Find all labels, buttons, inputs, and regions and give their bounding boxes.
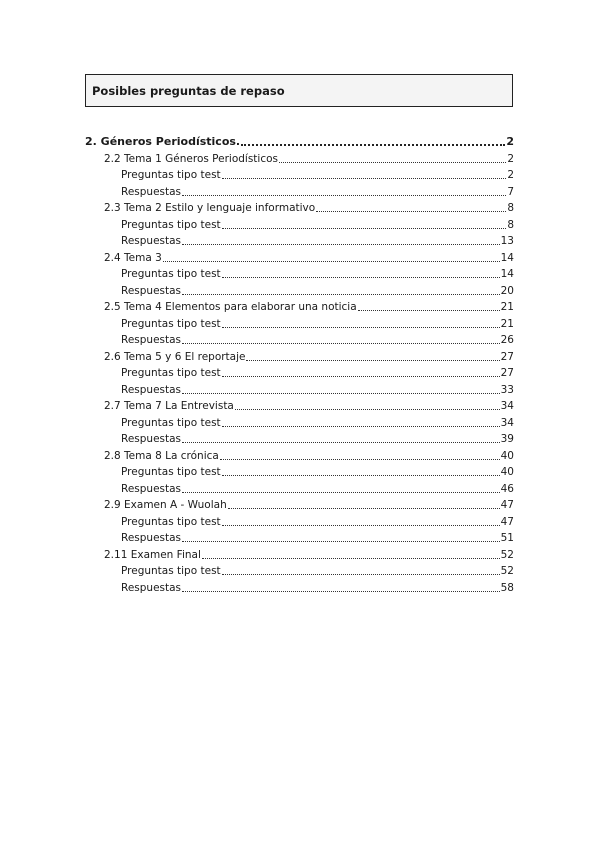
toc-dot-leader xyxy=(182,590,500,592)
toc-chapter-entry[interactable] xyxy=(85,135,514,149)
toc-dot-leader xyxy=(222,227,507,229)
toc-dot-leader xyxy=(222,276,500,278)
toc-dot-leader xyxy=(222,177,507,179)
toc-dot-leader xyxy=(235,408,500,410)
toc-dot-leader xyxy=(182,540,500,542)
toc-page-number: 39 xyxy=(500,433,514,445)
toc-page-number: 34 xyxy=(500,400,514,412)
toc-dot-leader xyxy=(182,392,500,394)
toc-dot-leader xyxy=(202,557,500,559)
toc-subsection-entry[interactable] xyxy=(121,383,514,397)
toc-dot-leader xyxy=(163,260,500,262)
toc-entry-label: Respuestas xyxy=(121,284,182,297)
toc-page-number: 8 xyxy=(507,202,514,214)
toc-subsection-entry[interactable] xyxy=(121,366,514,380)
toc-page-number: 52 xyxy=(500,548,514,561)
toc-page-number: 2 xyxy=(506,135,514,148)
toc-entry-label: Preguntas tipo test xyxy=(121,218,221,231)
toc-dot-leader xyxy=(182,293,500,295)
toc-page-number: 51 xyxy=(500,532,514,544)
toc-dot-leader xyxy=(222,573,500,575)
toc-entry-label: 2.4 Tema 3 xyxy=(104,251,162,264)
toc-page-number: 26 xyxy=(500,334,514,346)
toc-dot-leader xyxy=(358,309,500,311)
toc-subsection-entry[interactable] xyxy=(121,465,514,479)
toc-subsection-entry[interactable] xyxy=(121,317,514,331)
toc-section-entry[interactable] xyxy=(104,548,514,562)
toc-entry-label: 2.3 Tema 2 Estilo y lenguaje informativo xyxy=(104,202,316,214)
toc-page-number: 8 xyxy=(507,218,514,231)
toc-dot-leader xyxy=(222,474,500,476)
toc-section-entry[interactable] xyxy=(104,399,514,413)
toc-dot-leader xyxy=(222,425,500,427)
toc-entry-label: 2. Géneros Periodísticos. xyxy=(85,135,241,148)
toc-dot-leader xyxy=(222,326,500,328)
toc-page-number: 46 xyxy=(500,482,514,495)
toc-subsection-entry[interactable] xyxy=(121,218,514,232)
toc-dot-leader xyxy=(246,359,499,361)
toc-dot-leader xyxy=(222,524,500,526)
toc-dot-leader xyxy=(241,143,505,146)
toc-page-number: 33 xyxy=(500,383,514,396)
toc-page-number: 27 xyxy=(500,367,514,379)
toc-page-number: 2 xyxy=(507,169,514,181)
toc-section-entry[interactable] xyxy=(104,152,514,166)
toc-dot-leader xyxy=(182,194,506,196)
toc-subsection-entry[interactable] xyxy=(121,234,514,248)
toc-entry-label: Respuestas xyxy=(121,235,182,247)
toc-entry-label: Preguntas tipo test xyxy=(121,317,221,330)
toc-section-entry[interactable] xyxy=(104,251,514,265)
toc-entry-label: 2.7 Tema 7 La Entrevista xyxy=(104,400,234,412)
toc-section-entry[interactable] xyxy=(104,498,514,512)
toc-section-entry[interactable] xyxy=(104,300,514,314)
toc-entry-label: Preguntas tipo test xyxy=(121,416,221,429)
toc-entry-label: Preguntas tipo test xyxy=(121,466,221,478)
toc-subsection-entry[interactable] xyxy=(121,416,514,430)
toc-page-number: 14 xyxy=(500,251,514,264)
toc-entry-label: Preguntas tipo test xyxy=(121,367,221,379)
toc-entry-label: 2.5 Tema 4 Elementos para elaborar una noticia xyxy=(104,301,357,313)
toc-entry-label: 2.2 Tema 1 Géneros Periodísticos xyxy=(104,152,279,165)
toc-section-entry[interactable] xyxy=(104,449,514,463)
toc-subsection-entry[interactable] xyxy=(121,185,514,199)
toc-subsection-entry[interactable] xyxy=(121,432,514,446)
toc-page-number: 21 xyxy=(500,317,514,330)
toc-subsection-entry[interactable] xyxy=(121,284,514,298)
toc-section-entry[interactable] xyxy=(104,350,514,364)
toc-dot-leader xyxy=(279,161,506,163)
toc-entry-label: Respuestas xyxy=(121,482,182,495)
toc-subsection-entry[interactable] xyxy=(121,168,514,182)
toc-page-number: 2 xyxy=(507,152,514,165)
toc-section-entry[interactable] xyxy=(104,201,514,215)
toc-entry-label: Preguntas tipo test xyxy=(121,268,221,280)
toc-page-number: 58 xyxy=(500,581,514,594)
toc-dot-leader xyxy=(182,491,500,493)
toc-subsection-entry[interactable] xyxy=(121,531,514,545)
toc-entry-label: Respuestas xyxy=(121,383,182,396)
toc-page-number: 13 xyxy=(500,235,514,247)
toc-dot-leader xyxy=(182,243,500,245)
toc-page-number: 7 xyxy=(507,185,514,198)
toc-dot-leader xyxy=(220,458,500,460)
toc-subsection-entry[interactable] xyxy=(121,564,514,578)
page-title: Posibles preguntas de repaso xyxy=(92,83,285,98)
toc-page-number: 27 xyxy=(500,350,514,363)
toc-dot-leader xyxy=(228,507,500,509)
toc-entry-label: 2.11 Examen Final xyxy=(104,548,201,561)
toc-subsection-entry[interactable] xyxy=(121,333,514,347)
toc-page-number: 52 xyxy=(500,565,514,577)
toc-page-number: 34 xyxy=(500,416,514,429)
toc-page-number: 20 xyxy=(500,284,514,297)
toc-page-number: 40 xyxy=(500,466,514,478)
toc-entry-label: Respuestas xyxy=(121,185,182,198)
toc-entry-label: Respuestas xyxy=(121,433,182,445)
toc-subsection-entry[interactable] xyxy=(121,515,514,529)
toc-dot-leader xyxy=(222,375,500,377)
toc-page-number: 40 xyxy=(500,449,514,462)
toc-page-number: 47 xyxy=(500,515,514,528)
toc-entry-label: Respuestas xyxy=(121,334,182,346)
toc-entry-label: Preguntas tipo test xyxy=(121,515,221,528)
toc-subsection-entry[interactable] xyxy=(121,581,514,595)
toc-subsection-entry[interactable] xyxy=(121,482,514,496)
toc-dot-leader xyxy=(316,210,506,212)
toc-entry-label: Preguntas tipo test xyxy=(121,169,221,181)
toc-subsection-entry[interactable] xyxy=(121,267,514,281)
toc-entry-label: 2.6 Tema 5 y 6 El reportaje xyxy=(104,350,246,363)
toc-dot-leader xyxy=(182,441,500,443)
toc-entry-label: 2.9 Examen A - Wuolah xyxy=(104,499,227,511)
toc-entry-label: Preguntas tipo test xyxy=(121,565,221,577)
toc-entry-label: Respuestas xyxy=(121,532,182,544)
toc-page-number: 21 xyxy=(500,301,514,313)
toc-page-number: 47 xyxy=(500,499,514,511)
toc-entry-label: 2.8 Tema 8 La crónica xyxy=(104,449,219,462)
toc-dot-leader xyxy=(182,342,500,344)
toc-page-number: 14 xyxy=(500,268,514,280)
toc-entry-label: Respuestas xyxy=(121,581,182,594)
